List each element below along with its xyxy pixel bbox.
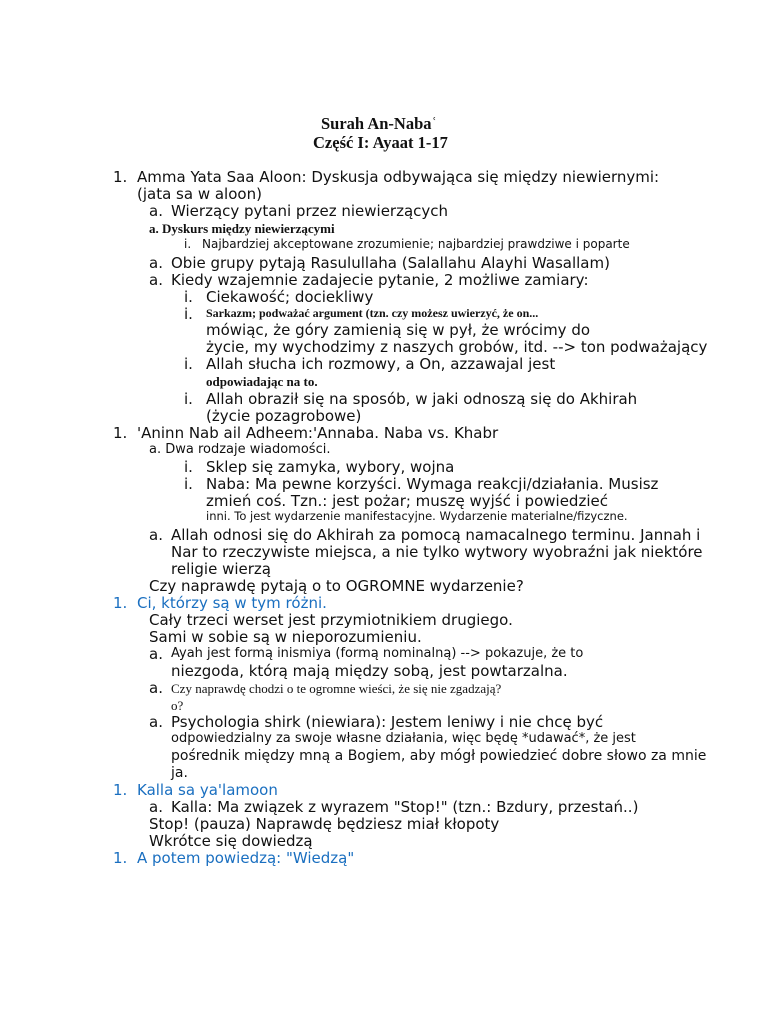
list-marker: a.	[149, 645, 163, 663]
list-marker: a.	[149, 526, 163, 544]
list-item: Czy naprawdę pytają o to OGROMNE wydarzenie?	[149, 577, 524, 595]
list-marker: a.	[149, 713, 163, 731]
list-marker: a.	[149, 202, 163, 220]
list-item: inni. To jest wydarzenie manifestacyjne. Wydarzenie materialne/fizyczne.	[206, 509, 628, 523]
list-item: Czy naprawdę chodzi o te ogromne wieści, że się nie zgadzają?	[171, 681, 502, 696]
document-subtitle: Część I: Ayaat 1-17	[313, 133, 448, 152]
list-marker: i.	[184, 475, 193, 493]
list-marker: i.	[184, 305, 193, 323]
list-item: Sami w sobie są w nieporozumieniu.	[149, 628, 422, 646]
list-item: a. Dyskurs między niewierzącymi	[149, 221, 335, 236]
list-item: Allah odnosi się do Akhirah za pomocą namacalnego terminu. Jannah i	[171, 526, 701, 544]
list-number: 1.	[113, 594, 128, 612]
list-marker: i.	[184, 355, 193, 373]
list-marker: a.	[149, 798, 163, 816]
list-item: ja.	[171, 765, 188, 781]
list-item: Sarkazm; podważać argument (tzn. czy możesz uwierzyć, że on...	[206, 306, 539, 320]
section-heading: Ci, którzy są w tym różni.	[137, 594, 327, 612]
list-item: Psychologia shirk (niewiara): Jestem leniwy i nie chcę być	[171, 713, 604, 731]
list-item: Ayah jest formą inismiya (formą nominalną) --> pokazuje, że to	[171, 646, 584, 661]
section-heading: Kalla sa ya'lamoon	[137, 781, 278, 799]
list-item: Nar to rzeczywiste miejsca, a nie tylko wytwory wyobraźni jak niektóre	[171, 543, 703, 561]
list-item: Wkrótce się dowiedzą	[149, 832, 313, 850]
list-item: 'Aninn Nab ail Adheem:'Annaba. Naba vs. Khabr	[137, 424, 499, 442]
list-item: mówiąc, że góry zamienią się w pył, że wrócimy do	[206, 321, 591, 339]
list-marker: i.	[184, 288, 193, 306]
list-number: 1.	[113, 424, 128, 442]
list-item: Cały trzeci werset jest przymiotnikiem drugiego.	[149, 611, 513, 629]
list-item: życie, my wychodzimy z naszych grobów, itd. --> ton podważający	[206, 338, 708, 356]
list-item: a. Dwa rodzaje wiadomości.	[149, 442, 331, 457]
list-item: Allah obraził się na sposób, w jaki odnoszą się do Akhirah	[206, 390, 638, 408]
list-item: pośrednik między mną a Bogiem, aby mógł powiedzieć dobre słowo za mnie	[171, 748, 707, 764]
document-title: Surah An-Nabaʿ	[321, 114, 437, 133]
list-item: o?	[171, 698, 184, 713]
list-item: Sklep się zamyka, wybory, wojna	[206, 458, 455, 476]
list-item: Stop! (pauza) Naprawdę będziesz miał kłopoty	[149, 815, 500, 833]
list-item: Obie grupy pytają Rasulullaha (Salallahu Alayhi Wasallam)	[171, 254, 610, 272]
list-item: Kiedy wzajemnie zadajecie pytanie, 2 możliwe zamiary:	[171, 271, 589, 289]
list-marker: i.	[184, 458, 193, 476]
list-item: Ciekawość; dociekliwy	[206, 288, 374, 306]
list-item: Najbardziej akceptowane zrozumienie; najbardziej prawdziwe i poparte	[202, 237, 630, 251]
list-number: 1.	[113, 168, 128, 186]
list-item: Amma Yata Saa Aloon: Dyskusja odbywająca się między niewiernymi:	[137, 168, 660, 186]
list-item: niezgoda, którą mają między sobą, jest powtarzalna.	[171, 662, 568, 680]
list-item: Naba: Ma pewne korzyści. Wymaga reakcji/działania. Musisz	[206, 475, 659, 493]
list-item: Wierzący pytani przez niewierzących	[171, 202, 449, 220]
list-number: 1.	[113, 781, 128, 799]
list-item: odpowiadając na to.	[206, 374, 318, 389]
list-item: (jata sa w aloon)	[137, 185, 262, 203]
section-heading: A potem powiedzą: "Wiedzą"	[137, 849, 355, 867]
list-item: religie wierzą	[171, 560, 271, 578]
list-item: Kalla: Ma związek z wyrazem "Stop!" (tzn.: Bzdury, przestań..)	[171, 798, 639, 816]
list-item: (życie pozagrobowe)	[206, 407, 362, 425]
list-marker: a.	[149, 254, 163, 272]
list-item: Allah słucha ich rozmowy, a On, azzawajal jest	[206, 355, 556, 373]
list-number: 1.	[113, 849, 128, 867]
list-marker: i.	[184, 390, 193, 408]
list-marker: a.	[149, 679, 163, 697]
list-item: odpowiedzialny za swoje własne działania, więc będę *udawać*, że jest	[171, 731, 636, 746]
list-item: zmień coś. Tzn.: jest pożar; muszę wyjść i powiedzieć	[206, 492, 608, 510]
list-marker: i.	[184, 237, 192, 251]
list-marker: a.	[149, 271, 163, 289]
